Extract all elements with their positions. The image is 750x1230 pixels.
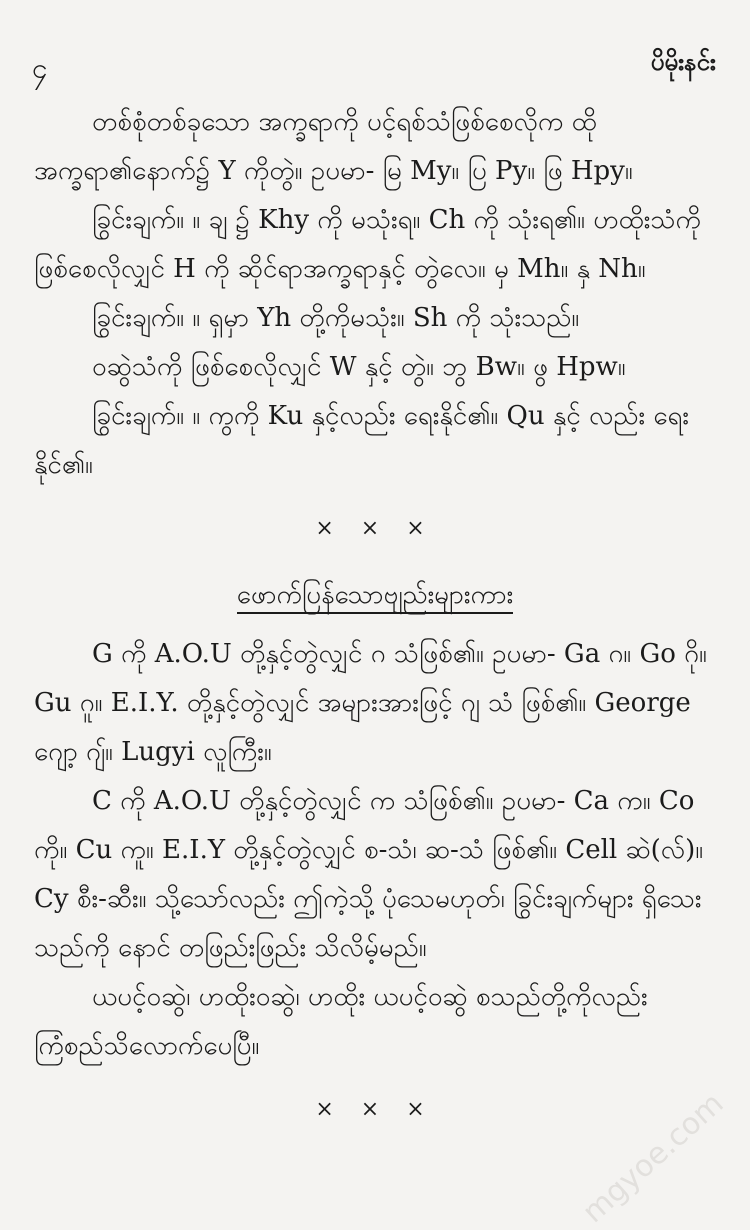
running-head-title: ပိမိုးနင်း [650, 47, 716, 76]
paragraph: တစ်စုံတစ်ခုသော အက္ခရာကို ပင့်ရစ်သံဖြစ်စေလိုက ထို အက္ခရာ၏နောက်၌ Y ကိုတွဲ။ ဥပမာ- မြ My။ ပြ Py။ ဖြ Hpy။ [34, 107, 633, 186]
page-number: ၄ [32, 52, 48, 85]
paragraph: C ကို A.O.U တို့နှင့်တွဲလျှင် က သံဖြစ်၏။ ဥပမာ- Ca က။ Co ကို။ Cu ကူ။ E.I.Y တို့နှင့်တွဲလျှင် စ-သံ၊ ဆ-သံ ဖြစ်၏။ Cell ဆဲ(လ်)။ Cy စီး-ဆီး။ သို့သော်လည်း ဤကဲ့သို့ ပုံသေမဟုတ်၊ ခြွင်းချက်များ ရှိသေးသည်ကို နောင် တဖြည်းဖြည်း သိလိမ့်မည်။ [34, 786, 704, 963]
page-body [34, 98, 716, 1152]
section-separator: × × × [315, 1097, 435, 1122]
paragraph: G ကို A.O.U တို့နှင့်တွဲလျှင် ဂ သံဖြစ်၏။ ဥပမာ- Ga ဂ။ Go ဂို။ Gu ဂူ။ E.I.Y. တို့နှင့်တွဲလျှင် အများအားဖြင့် ဂျ သံ ဖြစ်၏။ George ဂျော့ ဂျ်။ Lugyi လူကြီး။ [34, 639, 707, 767]
section-heading-text: ဖောက်ပြန်သောဗျည်းများကား [237, 580, 513, 614]
paragraph: ခြွင်းချက်။ ။ ချ ၌ Khy ကို မသုံးရ။ Ch ကို သုံးရ၏။ ဟထိုးသံကို ဖြစ်စေလိုလျှင် H ကို ဆိုင်ရာအက္ခရာနှင့် တွဲလေ။ မှ Mh။ နှ Nh။ [34, 205, 701, 284]
paragraph: ခြွင်းချက်။ ။ ကွကို Ku နှင့်လည်း ရေးနိုင်၏။ Qu နှင့် လည်း ရေးနိုင်၏။ [34, 401, 689, 480]
section-heading [34, 571, 716, 620]
paragraph: ခြွင်းချက်။ ။ ရှမှာ Yh တို့ကိုမသုံး။ Sh ကို သုံးသည်။ [92, 303, 580, 333]
paragraph: ဝဆွဲသံကို ဖြစ်စေလိုလျှင် W နှင့် တွဲ။ ဘွ Bw။ ဖွ Hpw။ [92, 352, 626, 382]
watermark: mgyoe.com [575, 1085, 730, 1230]
paragraph: ယပင့်ဝဆွဲ၊ ဟထိုးဝဆွဲ၊ ဟထိုး ယပင့်ဝဆွဲ စသည်တို့ကိုလည်း ကြံစည်သိလောက်ပေပြီ။ [34, 982, 648, 1061]
section-separator: × × × [315, 516, 435, 541]
